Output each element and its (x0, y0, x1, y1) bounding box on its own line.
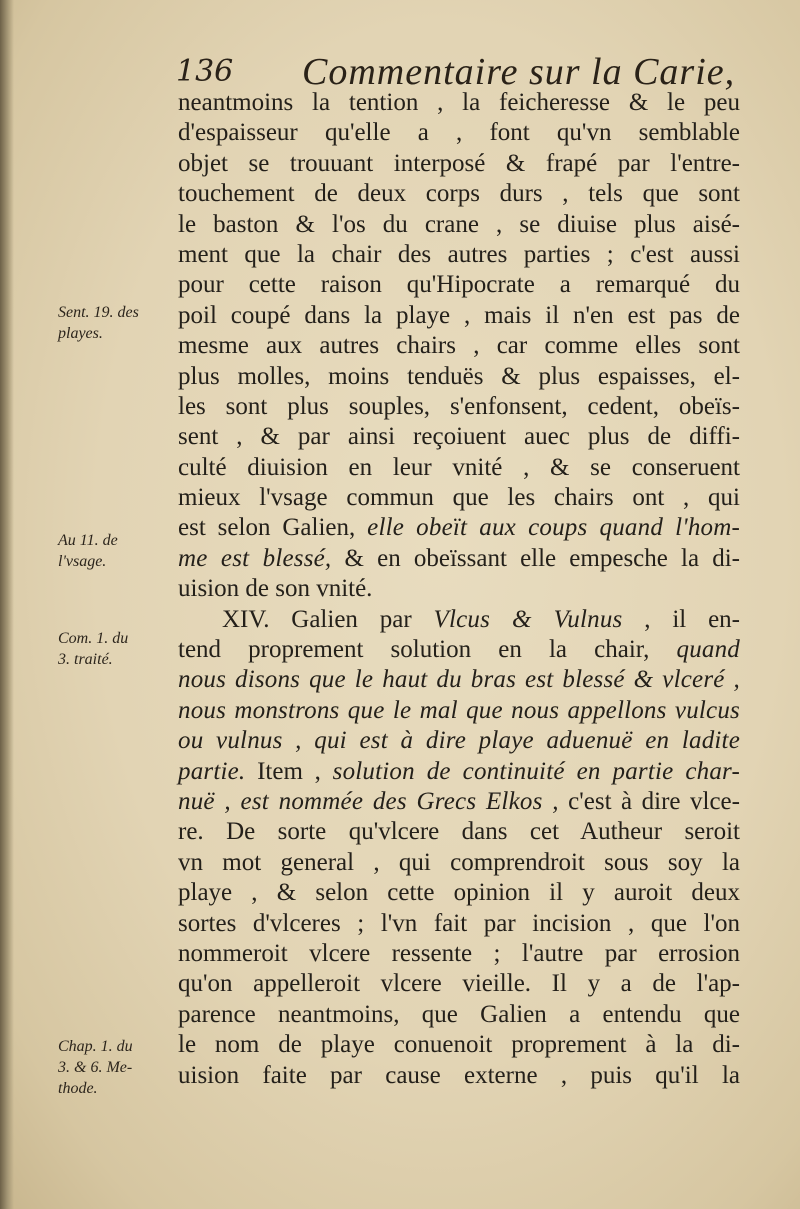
roman-text: mesme aux autres chairs , car comme elles sont (178, 332, 740, 360)
text-line (178, 787, 740, 817)
margin-note-line: thode. (58, 1080, 98, 1097)
text-line (178, 179, 740, 209)
page-gutter-shadow (0, 0, 14, 1209)
roman-text: Item , (245, 757, 333, 785)
text-line (178, 362, 740, 392)
text-line (178, 88, 740, 118)
text-line (178, 392, 740, 422)
roman-text: d'espaisseur qu'elle a , font qu'vn semblable (178, 119, 740, 147)
text-line (178, 301, 740, 331)
roman-text: parence neantmoins, que Galien a entendu que (178, 1000, 740, 1028)
roman-text: vn mot general , qui comprendroit sous soy la (178, 848, 740, 876)
roman-text: ment que la chair des autres parties ; c'est aussi (178, 240, 740, 268)
roman-text: nommeroit vlcere ressente ; l'autre par errosion (178, 939, 740, 967)
roman-text: le nom de playe conuenoit proprement à la di- (178, 1031, 740, 1059)
roman-text: culté diuision en leur vnité , & se conseruent (178, 453, 740, 481)
roman-text: les sont plus souples, s'enfonsent, cedent, obeïs- (178, 392, 740, 420)
text-line (178, 848, 740, 878)
text-line (178, 696, 740, 726)
text-line (178, 726, 740, 756)
roman-text: re. De sorte qu'vlcere dans cet Autheur seroit (178, 818, 740, 846)
roman-text: tend proprement solution en la chair, (178, 636, 677, 664)
margin-note-line: Sent. 19. des (58, 304, 139, 321)
roman-text: qu'on appelleroit vlcere vieille. Il y a de l'ap- (178, 970, 740, 998)
text-line (178, 544, 740, 574)
text-line (178, 483, 740, 513)
text-line (178, 878, 740, 908)
margin-note-line: Au 11. de (58, 532, 118, 549)
margin-note-line: Chap. 1. du (58, 1038, 133, 1055)
italic-text: elle obeït aux coups quand l'hom- (367, 514, 740, 542)
roman-text: le baston & l'os du crane , se diuise plus aisé- (178, 210, 740, 238)
text-line (178, 635, 740, 665)
margin-note-3 (58, 628, 176, 670)
italic-text: Vlcus & Vulnus (433, 605, 623, 633)
roman-text: uision faite par cause externe , puis qu'il la (178, 1061, 740, 1089)
roman-text: c'est à dire vlce- (558, 787, 740, 815)
roman-text: uision de son vnité. (178, 575, 373, 603)
italic-text: solution de continuité en partie char- (332, 757, 740, 785)
text-line (178, 240, 740, 270)
italic-text: partie. (178, 757, 246, 785)
margin-note-line: 3. traité. (58, 651, 113, 668)
text-line (178, 453, 740, 483)
italic-text: nous disons que le haut du bras est blessé & vlceré , (178, 666, 740, 694)
roman-text: sent , & par ainsi reçoiuent auec plus de diffi- (178, 423, 740, 451)
roman-text: est selon Galien, (178, 514, 368, 542)
margin-note-1 (58, 302, 176, 344)
text-line (178, 665, 740, 695)
text-line (178, 270, 740, 300)
text-line (178, 513, 740, 543)
text-line (178, 210, 740, 240)
italic-text: ou vulnus , qui est à dire playe aduenuë en ladite (178, 727, 740, 755)
page-number: 136 (176, 54, 234, 89)
text-line (178, 605, 740, 635)
text-line (178, 939, 740, 969)
text-line (178, 757, 740, 787)
text-line (178, 1061, 740, 1091)
text-line (178, 422, 740, 452)
text-line (178, 909, 740, 939)
margin-note-2 (58, 530, 176, 572)
roman-text: sortes d'vlceres ; l'vn fait par incision , que l'on (178, 909, 740, 937)
margin-note-line: Com. 1. du (58, 630, 129, 647)
roman-text: & en obeïssant elle empesche la di- (331, 544, 740, 572)
text-line (178, 574, 740, 604)
italic-text: nous monstrons que le mal que nous appellons vulcus (178, 696, 740, 724)
text-line (178, 1030, 740, 1060)
roman-text: poil coupé dans la playe , mais il n'en est pas de (178, 301, 740, 329)
italic-text: quand (676, 636, 740, 664)
roman-text: touchement de deux corps durs , tels que sont (178, 180, 740, 208)
text-line (178, 118, 740, 148)
roman-text: XIV. Galien par (222, 605, 434, 633)
italic-text: me est blessé, (178, 544, 332, 572)
margin-note-line: playes. (58, 325, 103, 342)
roman-text: , il en- (622, 605, 740, 633)
text-line (178, 817, 740, 847)
roman-text: pour cette raison qu'Hipocrate a remarqué du (178, 271, 740, 299)
roman-text: plus molles, moins tenduës & plus espaisses, el- (178, 362, 740, 390)
italic-text: nuë , est nommée des Grecs Elkos , (178, 787, 559, 815)
text-line (178, 969, 740, 999)
text-line (178, 1000, 740, 1030)
margin-note-4 (58, 1036, 176, 1099)
text-line (178, 149, 740, 179)
margin-note-line: 3. & 6. Me- (58, 1059, 133, 1076)
roman-text: playe , & selon cette opinion il y auroit deux (178, 879, 740, 907)
roman-text: neantmoins la tention , la feicheresse & le peu (178, 89, 740, 116)
text-line (178, 331, 740, 361)
roman-text: objet se trouuant interposé & frapé par l'entre- (178, 149, 740, 177)
margin-note-line: l'vsage. (58, 553, 107, 570)
roman-text: mieux l'vsage commun que les chairs ont , qui (178, 484, 740, 512)
body-text (178, 88, 740, 1091)
running-title: Commentaire sur la Carie, (302, 51, 736, 93)
